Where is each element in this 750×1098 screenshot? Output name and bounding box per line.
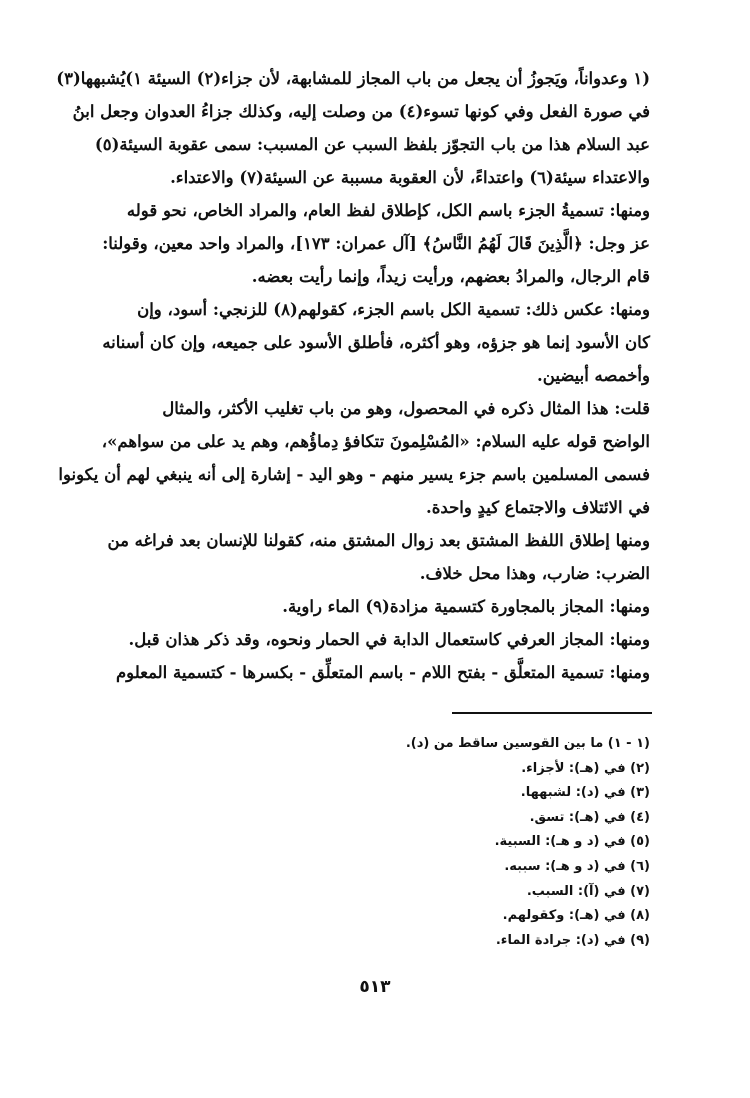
main-text-block: [56, 62, 650, 689]
footnote: (١ - ١) ما بين القوسين ساقط من (د).: [405, 736, 650, 751]
text-line: ومنها إطلاق اللفظ المشتق بعد زوال المشتق منه، كقولنا للإنسان بعد فراغه من: [107, 531, 650, 550]
footnote-separator: [452, 712, 652, 714]
text-line: والاعتداء سيئة(٦) واعتداءً، لأن العقوبة مسببة عن السيئة(٧) والاعتداء.: [170, 168, 650, 187]
text-line: ومنها: المجاز العرفي كاستعمال الدابة في الحمار ونحوه، وقد ذكر هذان قبل.: [128, 630, 650, 649]
text-line: في الائتلاف والاجتماع كيدٍ واحدة.: [426, 498, 650, 517]
footnote: (٩) في (د): جرادة الماء.: [495, 932, 650, 948]
footnote: (٣) في (د): لشبهها.: [520, 785, 650, 801]
text-line: ومنها: تسمية المتعلَّق - بفتح اللام - باسم المتعلِّق - بكسرها - كتسمية المعلوم: [115, 663, 650, 682]
text-line: قام الرجال، والمرادُ بعضهم، ورأيت زيداً، وإنما رأيت بعضه.: [251, 267, 650, 286]
text-line: (١ وعدواناً، ويَجوزُ أن يجعل من باب المجاز للمشابهة، لأن جزاء(٢) السيئة ١)يُشبهها(٣): [56, 69, 650, 88]
text-line: في صورة الفعل وفي كونها تسوء(٤) من وصلت إليه، وكذلك جزاءُ العدوان وجعل ابنُ: [72, 102, 650, 121]
text-line: كان الأسود إنما هو جزؤه، وهو أكثره، فأطلق الأسود على جميعه، وإن كان أسنانه: [102, 333, 650, 352]
footnotes-block: [300, 732, 650, 953]
page-number: ٥١٣: [359, 977, 391, 997]
footnote: (٢) في (هـ): لأجزاء.: [521, 760, 650, 776]
footnote: (٧) في (آ): السبب.: [526, 883, 650, 899]
text-line: الضرب: ضارب، وهذا محل خلاف.: [419, 564, 650, 583]
text-line: عبد السلام هذا من باب التجوّز بلفظ السبب عن المسبب: سمى عقوبة السيئة(٥): [94, 135, 650, 154]
text-line: قلت: هذا المثال ذكره في المحصول، وهو من باب تغليب الأكثر، والمثال: [162, 399, 650, 418]
text-line: ومنها: تسميةُ الجزء باسم الكل، كإطلاق لفظ العام، والمراد الخاص، نحو قوله: [126, 201, 650, 220]
text-line: وأخمصه أبيضين.: [537, 366, 650, 385]
text-line: ومنها: المجاز بالمجاورة كتسمية مزادة(٩) الماء راوية.: [282, 597, 650, 616]
text-line: فسمى المسلمين باسم جزء يسير منهم - وهو اليد - إشارة إلى أنه ينبغي لهم أن يكونوا: [58, 465, 650, 484]
text-line: عز وجل: ﴿الَّذِينَ قَالَ لَهُمُ النَّاسُ﴾ [آل عمران: ١٧٣]، والمراد واحد معين، وقولنا:: [102, 234, 650, 253]
footnote: (٦) في (د و هـ): سببه.: [504, 858, 650, 874]
footnote: (٤) في (هـ): تسق.: [529, 809, 650, 825]
footnote: (٥) في (د و هـ): السبية.: [494, 834, 650, 850]
text-line: الواضح قوله عليه السلام: «المُسْلِمونَ تتكافؤ دِماؤُهم، وهم يد على من سواهم»،: [101, 432, 650, 451]
text-line: ومنها: عكس ذلك: تسمية الكل باسم الجزء، كقولهم(٨) للزنجي: أسود، وإن: [137, 300, 650, 319]
footnote: (٨) في (هـ): وكقولهم.: [502, 908, 650, 924]
